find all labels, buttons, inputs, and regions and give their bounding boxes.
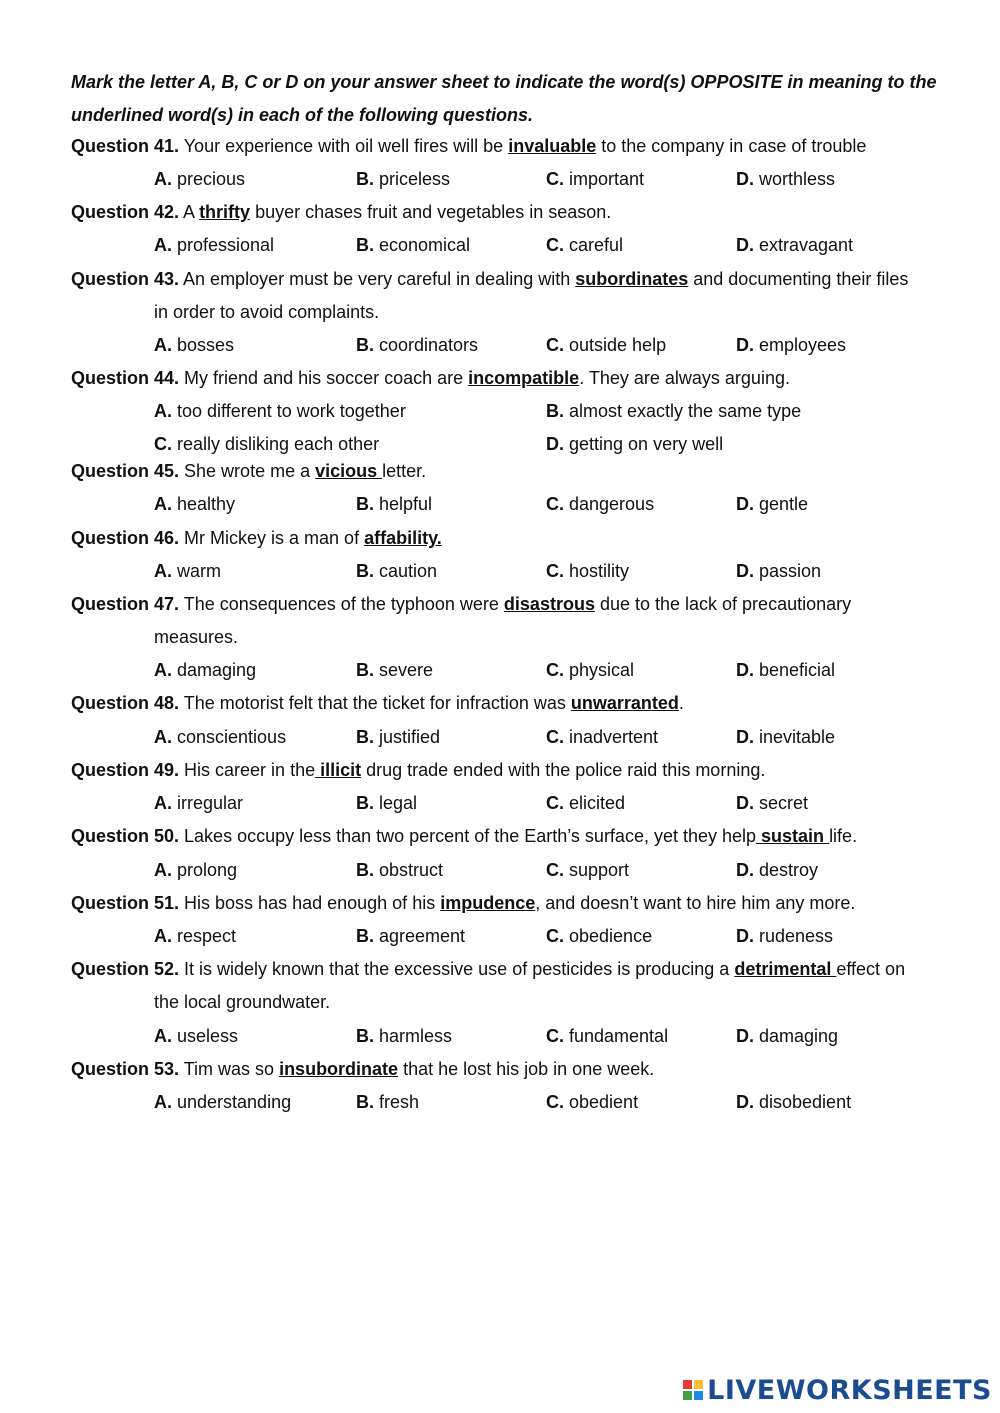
underlined-word: thrifty [199,202,251,222]
answer-option[interactable] [546,232,623,258]
answer-option[interactable] [736,232,853,258]
answer-option[interactable] [154,857,237,883]
logo-text: LIVEWORKSHEETS [707,1374,992,1406]
option-text: useless [172,1026,239,1046]
option-letter: B. [356,727,374,747]
question-stem [71,365,790,391]
question-text-end: and documenting their files [688,269,909,289]
liveworksheets-logo [683,1373,992,1407]
answer-option[interactable] [546,1023,668,1049]
answer-option[interactable] [546,790,625,816]
answer-option[interactable] [546,332,666,358]
underlined-word: affability. [364,528,442,548]
answer-option[interactable] [736,558,821,584]
option-text: dangerous [564,494,655,514]
option-text: important [564,169,645,189]
option-text: fundamental [564,1026,669,1046]
option-letter: C. [154,434,172,454]
option-letter: A. [154,860,172,880]
question-text-end: . They are always arguing. [579,368,790,388]
option-letter: B. [356,1092,374,1112]
question-stem [71,1056,654,1082]
option-text: harmless [374,1026,453,1046]
question-text: Mr Mickey is a man of [179,528,365,548]
question-continuation: in order to avoid complaints. [154,302,380,322]
question-number: Question 48. [71,693,180,713]
answer-option[interactable] [356,166,450,192]
question-number: Question 50. [71,826,180,846]
option-letter: D. [736,860,754,880]
answer-option[interactable] [736,332,846,358]
option-text: economical [374,235,471,255]
question-text-end: to the company in case of trouble [596,136,867,156]
option-letter: A. [154,494,172,514]
option-letter: D. [736,1092,754,1112]
option-letter: A. [154,660,172,680]
answer-option[interactable] [154,923,236,949]
answer-option[interactable] [546,431,723,457]
answer-option[interactable] [356,232,470,258]
question-text-end: buyer chases fruit and vegetables in season. [250,202,612,222]
answer-option[interactable] [356,558,437,584]
question-text: She wrote me a [179,461,316,481]
answer-option[interactable] [154,558,221,584]
answer-option[interactable] [736,724,835,750]
option-text: agreement [374,926,466,946]
question-number: Question 42. [71,202,180,222]
option-letter: D. [736,727,754,747]
question-stem [71,956,905,982]
instructions: Mark the letter A, B, C or D on your answer sheet to indicate the word(s) OPPOSITE in meaning to the underlined word(s) in each of the following questions. [71,72,937,125]
option-letter: C. [546,793,564,813]
option-text: justified [374,727,441,747]
option-letter: D. [736,793,754,813]
option-letter: B. [356,660,374,680]
answer-option[interactable] [736,1023,838,1049]
answer-option[interactable] [736,491,808,517]
option-text: physical [564,660,635,680]
option-text: damaging [754,1026,839,1046]
question-number: Question 51. [71,893,180,913]
answer-option[interactable] [736,657,835,683]
option-letter: A. [154,793,172,813]
option-text: irregular [172,793,244,813]
question-number: Question 53. [71,1059,180,1079]
option-letter: B. [356,926,374,946]
question-number: Question 43. [71,269,180,289]
option-letter: A. [154,1092,172,1112]
option-letter: C. [546,494,564,514]
option-text: obstruct [374,860,444,880]
answer-option[interactable] [356,790,417,816]
question-text-end: life. [829,826,858,846]
answer-option[interactable] [154,1023,238,1049]
option-letter: A. [154,335,172,355]
answer-option[interactable] [154,491,235,517]
question-number: Question 45. [71,461,180,481]
question-stem [71,890,855,916]
option-text: gentle [754,494,809,514]
question-text: His boss has had enough of his [179,893,441,913]
option-text: precious [172,169,246,189]
question-text-end: effect on [836,959,906,979]
question-stem [71,266,908,292]
option-letter: B. [356,494,374,514]
option-text: worthless [754,169,836,189]
option-letter: D. [736,660,754,680]
question-number: Question 52. [71,959,180,979]
underlined-word: insubordinate [279,1059,399,1079]
question-number: Question 44. [71,368,180,388]
option-letter: B. [356,1026,374,1046]
option-letter: C. [546,926,564,946]
question-stem [71,199,611,225]
underlined-word: invaluable [508,136,597,156]
option-text: healthy [172,494,236,514]
underlined-word: incompatible [468,368,580,388]
answer-option[interactable] [154,724,286,750]
option-letter: A. [154,926,172,946]
question-text-end: , and doesn’t want to hire him any more. [535,893,856,913]
answer-option[interactable] [356,923,465,949]
answer-option[interactable] [546,491,654,517]
option-letter: D. [736,169,754,189]
answer-option[interactable] [546,724,658,750]
option-letter: B. [356,561,374,581]
option-letter: D. [736,235,754,255]
option-letter: C. [546,727,564,747]
option-text: priceless [374,169,451,189]
option-text: obedient [564,1092,639,1112]
question-continuation: measures. [154,627,239,647]
option-text: coordinators [374,335,479,355]
option-text: rudeness [754,926,834,946]
option-text: destroy [754,860,819,880]
answer-option[interactable] [356,1089,419,1115]
option-text: almost exactly the same type [564,401,802,421]
answer-option[interactable] [546,857,629,883]
option-letter: C. [546,235,564,255]
question-text: The motorist felt that the ticket for infraction was [179,693,571,713]
option-text: prolong [172,860,238,880]
option-letter: A. [154,561,172,581]
question-text: The consequences of the typhoon were [179,594,504,614]
option-letter: D. [736,1026,754,1046]
option-text: really disliking each other [172,434,380,454]
question-text-end: letter. [382,461,427,481]
option-letter: B. [356,235,374,255]
question-number: Question 47. [71,594,180,614]
question-text-end: due to the lack of precautionary [594,594,852,614]
question-text: Lakes occupy less than two percent of the Earth’s surface, yet they help [179,826,757,846]
answer-option[interactable] [154,398,406,424]
question-text-end: that he lost his job in one week. [398,1059,655,1079]
question-stem [71,458,426,484]
option-text: secret [754,793,809,813]
question-stem [71,690,684,716]
option-text: support [564,860,630,880]
option-text: bosses [172,335,235,355]
option-letter: D. [736,494,754,514]
underlined-word: detrimental [734,959,837,979]
option-letter: C. [546,1026,564,1046]
answer-option[interactable] [154,166,245,192]
question-text-end: . [678,693,684,713]
option-text: helpful [374,494,433,514]
underlined-word: illicit [315,760,362,780]
option-text: employees [754,335,847,355]
question-text: An employer must be very careful in dealing with [179,269,576,289]
option-letter: C. [546,561,564,581]
option-text: respect [172,926,237,946]
question-continuation: the local groundwater. [154,992,331,1012]
answer-option[interactable] [356,657,433,683]
option-letter: D. [736,926,754,946]
question-text: A [179,202,200,222]
question-number: Question 41. [71,136,180,156]
logo-icon [683,1380,703,1400]
answer-option[interactable] [736,166,835,192]
option-letter: C. [546,860,564,880]
option-text: warm [172,561,221,581]
option-letter: B. [356,169,374,189]
question-number: Question 49. [71,760,180,780]
option-text: too different to work together [172,401,406,421]
option-text: extravagant [754,235,854,255]
option-text: disobedient [754,1092,852,1112]
question-text: It is widely known that the excessive use of pesticides is producing a [179,959,735,979]
answer-option[interactable] [546,398,801,424]
option-text: severe [374,660,434,680]
answer-option[interactable] [154,790,243,816]
question-number: Question 46. [71,528,180,548]
answer-option[interactable] [736,857,818,883]
option-text: legal [374,793,418,813]
option-text: inevitable [754,727,836,747]
option-text: inadvertent [564,727,659,747]
underlined-word: subordinates [575,269,689,289]
answer-option[interactable] [546,166,644,192]
answer-option[interactable] [154,1089,291,1115]
option-letter: A. [154,169,172,189]
option-text: fresh [374,1092,420,1112]
underlined-word: unwarranted [570,693,679,713]
answer-option[interactable] [546,1089,638,1115]
question-stem [71,133,866,159]
option-text: careful [564,235,624,255]
option-text: damaging [172,660,257,680]
question-stem [71,757,765,783]
answer-option[interactable] [736,790,808,816]
option-letter: D. [736,335,754,355]
question-text: My friend and his soccer coach are [179,368,469,388]
answer-option[interactable] [154,431,379,457]
answer-option[interactable] [154,332,234,358]
question-text: His career in the [179,760,316,780]
option-letter: A. [154,727,172,747]
option-letter: B. [546,401,564,421]
option-letter: A. [154,235,172,255]
answer-option[interactable] [154,657,256,683]
option-letter: B. [356,793,374,813]
question-text: Your experience with oil well fires will be [179,136,509,156]
answer-option[interactable] [736,923,833,949]
option-letter: D. [736,561,754,581]
option-text: getting on very well [564,434,724,454]
option-text: outside help [564,335,667,355]
answer-option[interactable] [546,657,634,683]
option-letter: A. [154,401,172,421]
question-text: Tim was so [179,1059,280,1079]
question-stem [71,823,857,849]
option-text: elicited [564,793,626,813]
answer-option[interactable] [356,332,478,358]
answer-option[interactable] [736,1089,851,1115]
option-letter: B. [356,335,374,355]
option-text: beneficial [754,660,836,680]
answer-option[interactable] [546,923,652,949]
question-stem [71,525,442,551]
option-letter: C. [546,660,564,680]
option-letter: D. [546,434,564,454]
underlined-word: disastrous [503,594,595,614]
question-stem [71,591,851,617]
option-letter: C. [546,169,564,189]
answer-option[interactable] [546,558,629,584]
answer-option[interactable] [154,232,274,258]
option-letter: A. [154,1026,172,1046]
underlined-word: vicious [315,461,383,481]
answer-option[interactable] [356,857,443,883]
option-text: understanding [172,1092,292,1112]
answer-option[interactable] [356,724,440,750]
option-text: conscientious [172,727,287,747]
option-letter: C. [546,1092,564,1112]
option-text: professional [172,235,275,255]
answer-option[interactable] [356,1023,452,1049]
underlined-word: sustain [756,826,830,846]
option-letter: B. [356,860,374,880]
option-text: passion [754,561,822,581]
underlined-word: impudence [440,893,536,913]
answer-option[interactable] [356,491,432,517]
option-text: caution [374,561,438,581]
option-text: obedience [564,926,653,946]
option-text: hostility [564,561,630,581]
question-text-end: drug trade ended with the police raid this morning. [361,760,766,780]
option-letter: C. [546,335,564,355]
